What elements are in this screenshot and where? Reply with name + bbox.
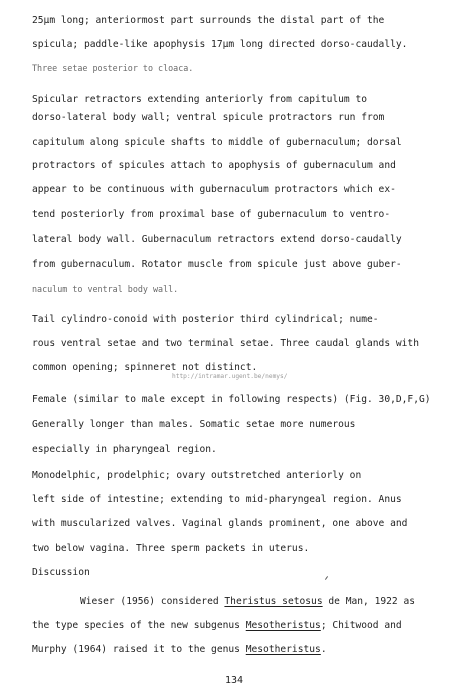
text-segment: the type species of the new subgenus [32,620,240,631]
text-line: dorso-lateral body wall; ventral spicule protractors run from [32,112,385,123]
text-line: tend posteriorly from proximal base of gubernaculum to ventro- [32,209,391,220]
text-line: Tail cylindro-conoid with posterior third cylindrical; nume- [32,314,379,325]
text-segment: . [320,644,327,655]
text-line: with muscularized valves. Vaginal glands prominent, one above and [32,518,408,529]
text-line: lateral body wall. Gubernaculum retractors extend dorso-caudally [32,234,402,245]
genus-name-underlined: Mesotheristus [245,620,321,631]
text-line: naculum to ventral body wall. [32,284,179,294]
text-line: Generally longer than males. Somatic setae more numerous [32,419,356,430]
text-line [32,595,468,608]
text-line: spicula; paddle-like apophysis 17μm long directed dorso-caudally. [32,39,408,50]
genus-name-underlined: Mesotheristus [245,644,321,655]
url-watermark: http://intramar.ugent.be/nemys/ [172,373,288,380]
text-line: 25μm long; anteriormost part surrounds the distal part of the [32,15,385,26]
text-line: two below vagina. Three sperm packets in uterus. [32,543,310,554]
text-line: appear to be continuous with gubernaculum protractors which ex- [32,184,396,195]
text-line: Three setae posterior to cloaca. [32,63,194,73]
species-name-underlined: Theristus setosus [224,596,323,607]
text-line: especially in pharyngeal region. [32,444,217,455]
text-line: left side of intestine; extending to mid-pharyngeal region. Anus [32,494,402,505]
text-segment: ; Chitwood and [320,620,402,631]
text-line [32,619,468,632]
section-heading-discussion: Discussion [32,567,90,578]
text-segment: de Man, 1922 as [328,596,416,607]
text-line: rous ventral setae and two terminal setae. Three caudal glands with [32,338,419,349]
text-line: common opening; spinneret not distinct. [32,362,258,373]
text-line [32,643,468,656]
text-line: protractors of spicules attach to apophysis of gubernaculum and [32,160,396,171]
page-number: 134 [224,675,244,686]
text-line: Spicular retractors extending anteriorly from capitulum to [32,94,368,105]
text-segment: Wieser (1956) considered [80,596,219,607]
text-line: from gubernaculum. Rotator muscle from spicule just above guber- [32,259,402,270]
section-heading-female: Female (similar to male except in following respects) (Fig. 30,D,F,G) [32,394,431,405]
text-line: Monodelphic, prodelphic; ovary outstretched anteriorly on [32,470,362,481]
text-line: capitulum along spicule shafts to middle of gubernaculum; dorsal [32,137,402,148]
text-segment: Murphy (1964) raised it to the genus [32,644,240,655]
